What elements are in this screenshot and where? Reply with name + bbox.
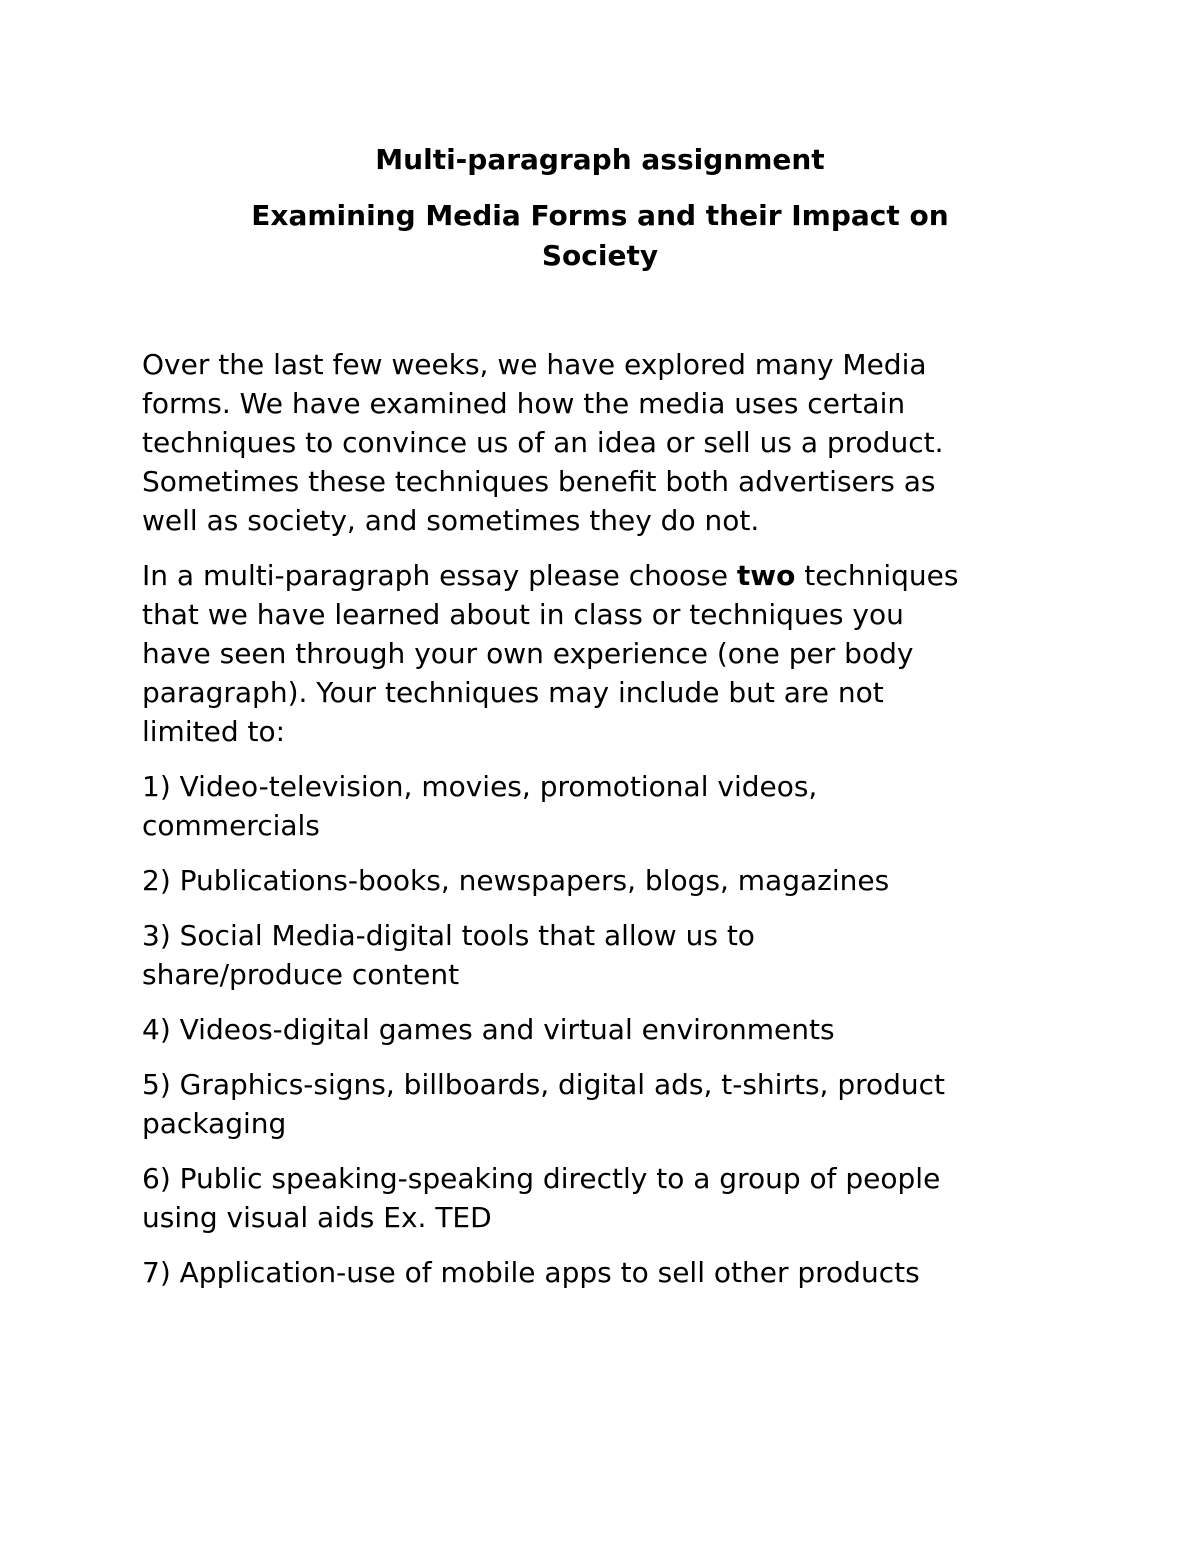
list-item-line: 7) Application-use of mobile apps to sell other products [142, 1256, 920, 1289]
list-item-line: 1) Video-television, movies, promotional videos, [142, 770, 818, 803]
list-item [142, 767, 1072, 845]
list-item [142, 861, 1072, 900]
list-item [142, 1010, 1072, 1049]
list-item-line: 2) Publications-books, newspapers, blogs, magazines [142, 864, 890, 897]
list-item-line: 3) Social Media-digital tools that allow us to [142, 919, 755, 952]
list-item [142, 1159, 1072, 1237]
subtitle-line-1: Examining Media Forms and their Impact on [251, 199, 949, 232]
list-item-line: packaging [142, 1107, 287, 1140]
intro-paragraph [142, 345, 1072, 540]
instruction-text-end: techniques [795, 559, 959, 592]
instruction-emphasis: two [736, 559, 796, 592]
list-item-line: 4) Videos-digital games and virtual environments [142, 1013, 835, 1046]
list-item-line: commercials [142, 809, 320, 842]
intro-line: forms. We have examined how the media uses certain [142, 387, 906, 420]
list-item-line: share/produce content [142, 958, 460, 991]
intro-line: well as society, and sometimes they do not. [142, 504, 760, 537]
instruction-line: paragraph). Your techniques may include but are not [142, 676, 884, 709]
instruction-line: limited to: [142, 715, 286, 748]
list-item [142, 916, 1072, 994]
intro-line: Sometimes these techniques benefit both advertisers as [142, 465, 936, 498]
list-item-line: 6) Public speaking-speaking directly to a group of people [142, 1162, 941, 1195]
list-item-line: 5) Graphics-signs, billboards, digital ads, t-shirts, product [142, 1068, 946, 1101]
document-title: Multi-paragraph assignment [375, 143, 825, 176]
document-body [142, 345, 1072, 1308]
subtitle-line-2: Society [541, 239, 659, 272]
list-item [142, 1065, 1072, 1143]
list-item [142, 1253, 1072, 1292]
list-item-line: using visual aids Ex. TED [142, 1201, 492, 1234]
instruction-line: that we have learned about in class or techniques you [142, 598, 904, 631]
instruction-line: have seen through your own experience (one per body [142, 637, 914, 670]
document-subtitle [0, 196, 1200, 276]
intro-line: techniques to convince us of an idea or sell us a product. [142, 426, 944, 459]
intro-line: Over the last few weeks, we have explored many Media [142, 348, 927, 381]
instruction-text-start: In a multi-paragraph essay please choose [142, 559, 737, 592]
instruction-paragraph [142, 556, 1072, 751]
